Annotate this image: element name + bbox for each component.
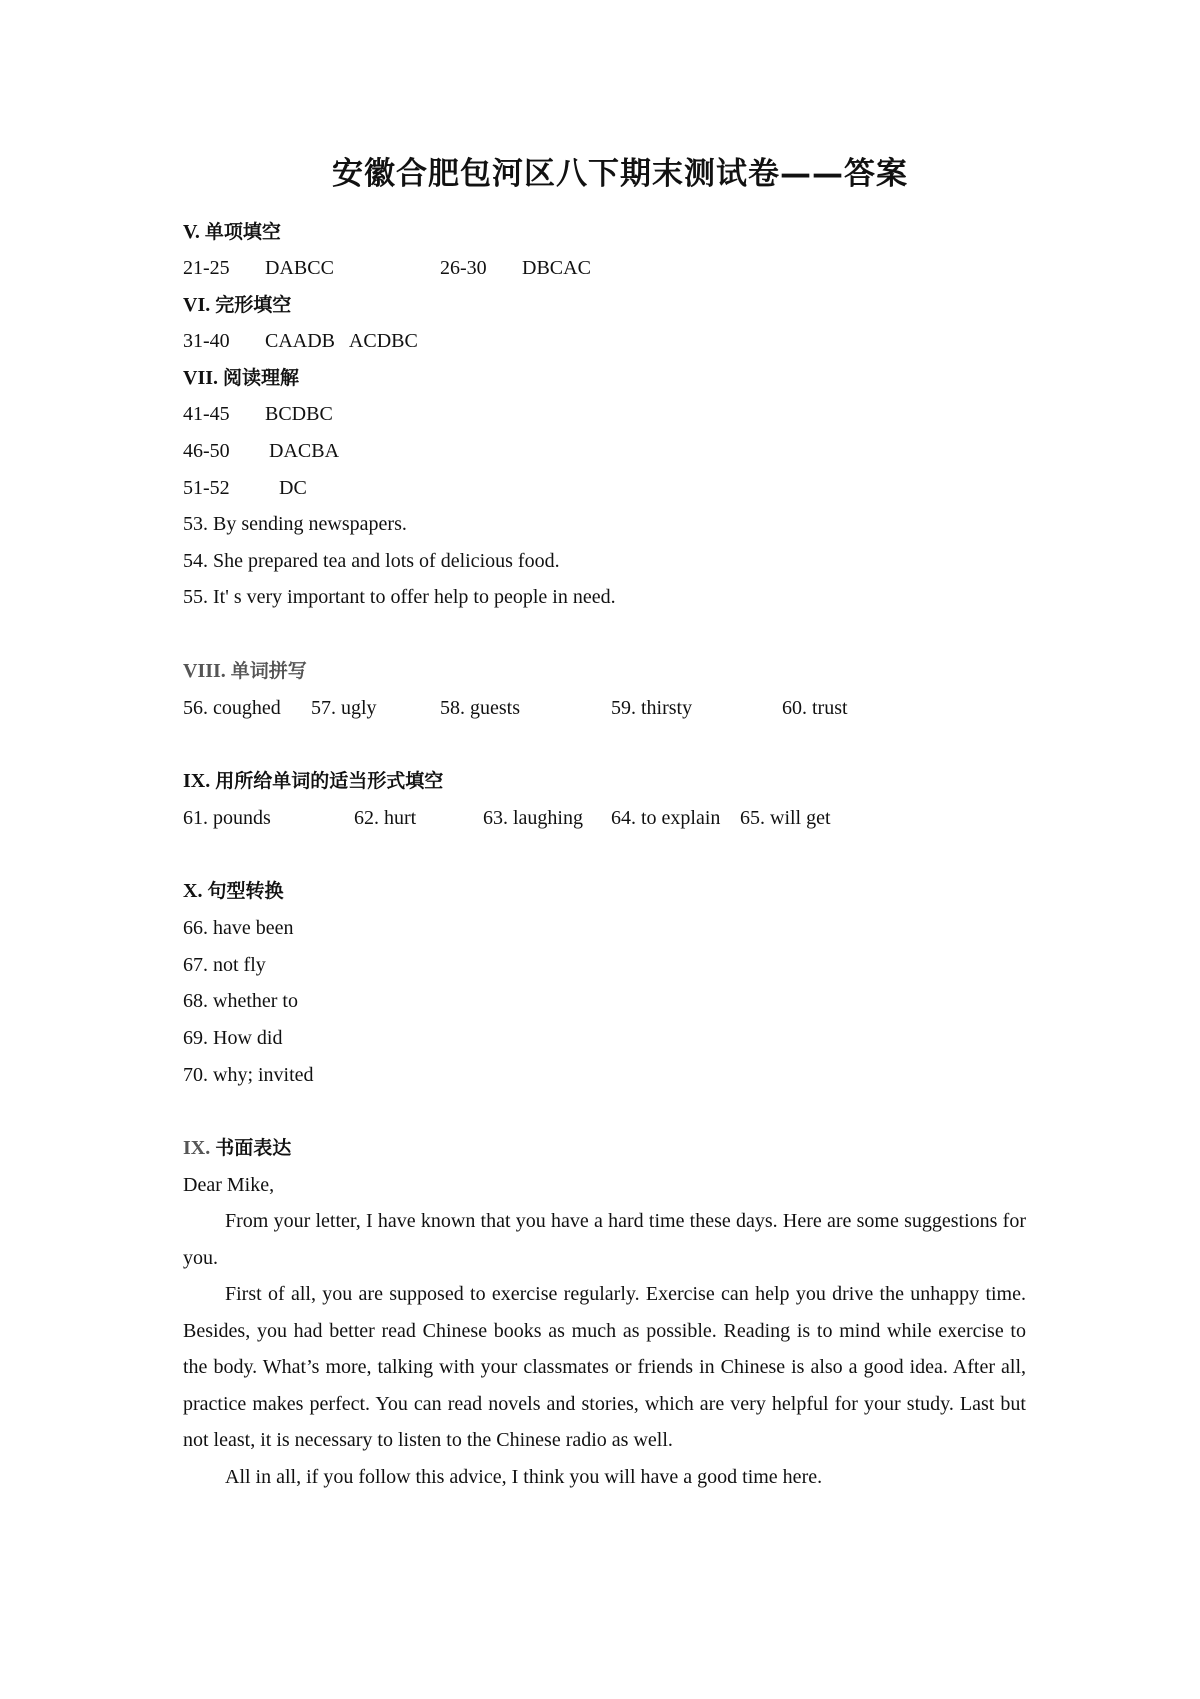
spelling-answer: 56. coughed [183,697,281,719]
short-answer-line: 53. By sending newspapers. [183,513,407,535]
answer-letters: BCDBC [265,403,333,425]
spelling-answer: 57. ugly [311,697,377,719]
answer-letters: DABCC [265,257,334,279]
section-label: 单项填空 [204,221,281,243]
answer-letters: CAADB ACDBC [265,330,418,352]
section-number: VIII. [183,660,226,682]
section-label: 句型转换 [207,880,284,902]
section-label: 阅读理解 [223,367,300,389]
section-number: X. [183,880,203,902]
answer-range: 31-40 [183,330,230,352]
letter-paragraph-text: First of all, you are supposed to exercise regularly. Exercise can help you drive the unhappy time. Besides, you had better read Chinese books as much as possible. Reading is to mind while exercise to the body. What’s more, talking with your classmates or friends in Chinese is also a good idea. After all, practice makes perfect. You can read novels and stories, which are very helpful for your study. Last but not least, it is necessary to listen to the Chinese radio as well. [183,1283,1026,1451]
word-form-answer: 61. pounds [183,807,271,829]
answer-letters: DBCAC [522,257,591,279]
word-form-answer: 65. will get [740,807,831,829]
answer-letters: DC [279,477,307,499]
section-heading-x [183,877,283,905]
section-label: 用所给单词的适当形式填空 [215,770,444,792]
page-title: 安徽合肥包河区八下期末测试卷——答案 [332,156,908,192]
answer-range: 46-50 [183,440,230,462]
section-heading-ix [183,767,443,795]
word-form-answer: 64. to explain [611,807,721,829]
letter-paragraph [183,1276,1026,1459]
section-label: 完形填空 [215,294,292,316]
section-heading-vi [183,291,291,319]
section-number: IX. [183,1137,211,1159]
section-heading-vii [183,364,299,392]
transformation-answer: 67. not fly [183,954,266,976]
section-number: VII. [183,367,219,389]
word-form-answer: 62. hurt [354,807,417,829]
letter-paragraph [183,1459,1026,1496]
section-number: VI. [183,294,211,316]
section-label: 书面表达 [215,1137,292,1159]
spelling-answer: 59. thirsty [611,697,693,719]
transformation-answer: 69. How did [183,1027,283,1049]
short-answer-line: 55. It' s very important to offer help to people in need. [183,586,616,608]
answer-letters: DACBA [269,440,340,462]
section-heading-writing [183,1134,291,1162]
transformation-answer: 70. why; invited [183,1064,314,1086]
spelling-answer: 60. trust [782,697,848,719]
letter-paragraph-text: All in all, if you follow this advice, I think you will have a good time here. [225,1466,823,1488]
short-answer-line: 54. She prepared tea and lots of delicious food. [183,550,560,572]
section-label: 单词拼写 [230,660,307,682]
answer-range: 26-30 [440,257,487,279]
spelling-answer: 58. guests [440,697,520,719]
transformation-answer: 68. whether to [183,990,298,1012]
word-form-answer: 63. laughing [483,807,583,829]
letter-greeting: Dear Mike, [183,1174,275,1196]
letter-paragraph [183,1203,1026,1276]
section-heading-v [183,218,281,246]
section-number: V. [183,221,200,243]
answer-range: 51-52 [183,477,230,499]
letter-paragraph-text: From your letter, I have known that you have a hard time these days. Here are some suggestions for you. [183,1210,1026,1269]
answer-range: 41-45 [183,403,230,425]
transformation-answer: 66. have been [183,917,294,939]
answer-range: 21-25 [183,257,230,279]
section-number: IX. [183,770,211,792]
section-heading-viii [183,657,307,685]
